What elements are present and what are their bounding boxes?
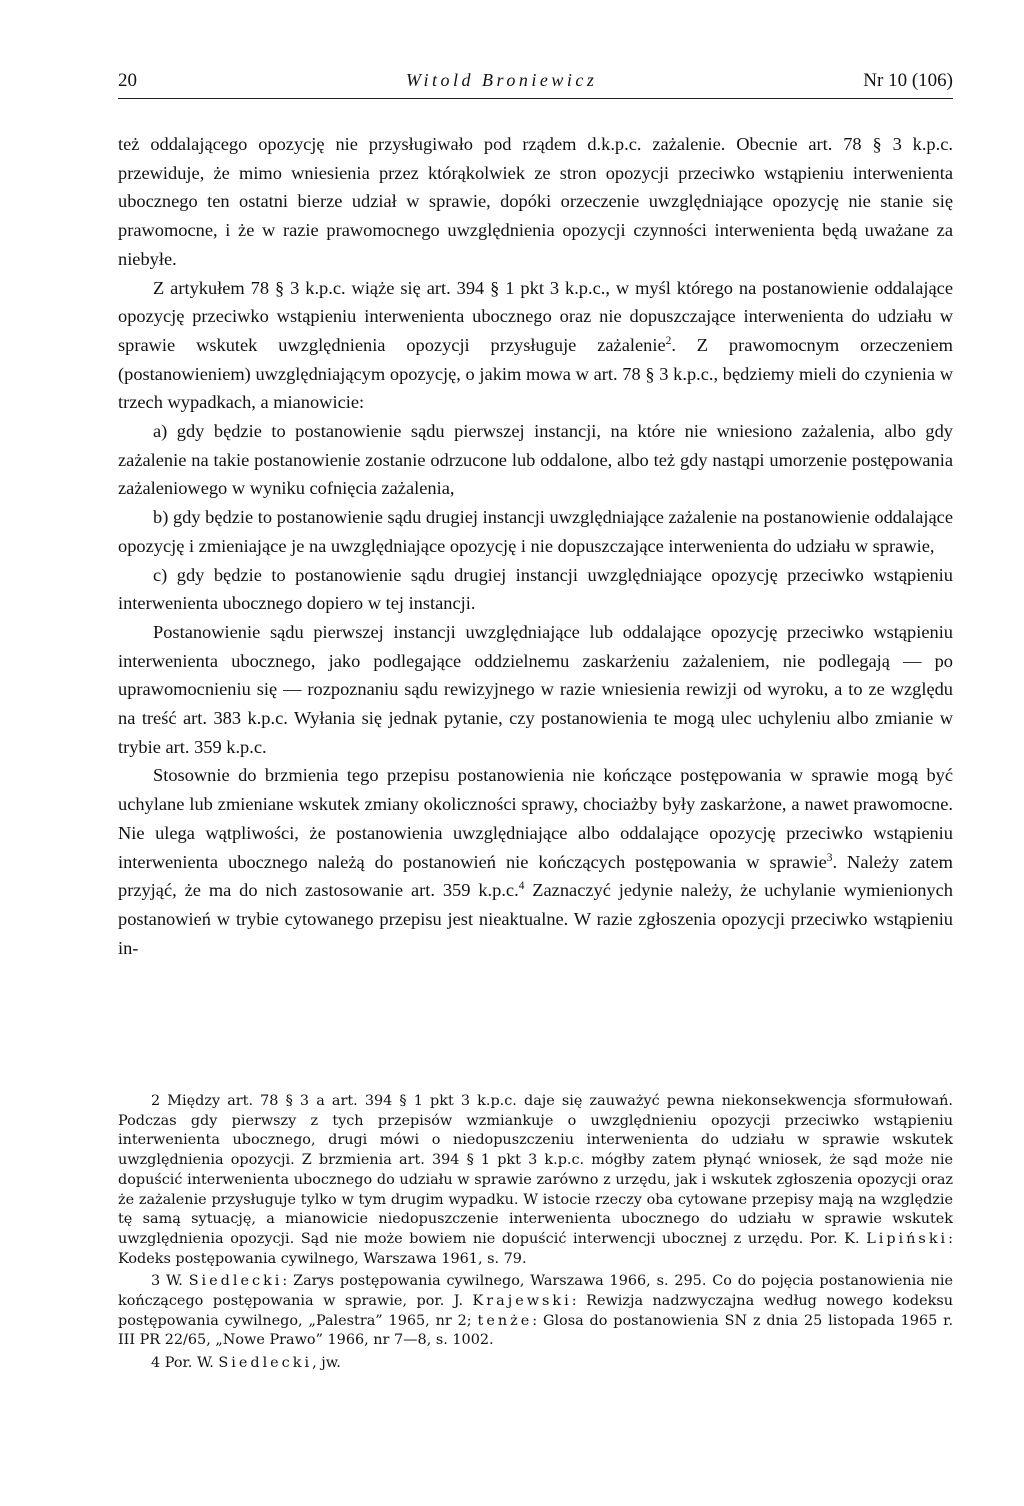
text-run: : Kodeks postępowania cywilnego, Warszawa 1961, s. 79. [118,1230,953,1267]
issue-number: Nr 10 (106) [863,70,953,91]
text-run: . Z prawomocnym orzeczeniem (postanowieniem) uwzględniającym opozycję, o jakim mowa w art. 78 § 3 k.p.c., będziemy mieli do czynienia w trzech wypadkach, a mianowicie: [118,334,953,413]
paragraph [118,274,953,418]
footnote-ref: 2 [665,334,672,347]
running-author: Witold Broniewicz [406,70,598,90]
footnote [118,1092,953,1269]
text-run: Między art. 78 § 3 a art. 394 § 1 pkt 3 k.p.c. daje się zauważyć pewna niekonsekwencja sformułowań. Podczas gdy pierwszy z tych przepisów wzmiankuje o uwzględnieniu opozycji przeciwko wstąpieniu interwenienta ubocznego, drugi mówi o niedopuszczeniu interwenienta do udziału w sprawie wskutek uwzględnienia opozycji. Z brzmienia art. 394 § 1 pkt 3 k.p.c. mógłby zatem płynąć wniosek, że sąd może nie dopuścić interwenienta ubocznego do udziału w sprawie zarówno z urzędu, jak i wskutek zgłoszenia opozycji oraz że zażalenie przysługuje tylko w tym drugim wypadku. W istocie rzeczy oba cytowane przepisy mają na względzie tę samą sytuację, a mianowicie niedopuszczenie interwenienta ubocznego do udziału w sprawie wskutek uwzględnienia opozycji. Sąd nie może bowiem nie dopuścić interwencji ubocznej z urzędu. Por. K. [118,1093,954,1247]
running-header [118,66,953,99]
author-name: tenże [477,1312,533,1329]
page-number: 20 [118,70,137,91]
footnote-ref: 3 [826,851,833,864]
text-run: Zaznaczyć jedynie należy, że uchylanie wymienionych postanowień w trybie cytowanego przepisu jest nieaktualne. W razie zgłoszenia opozycji przeciwko wstąpieniu in- [118,880,953,958]
paragraph [118,761,953,962]
footnote [118,1272,953,1351]
text-run: , jw. [312,1355,341,1372]
main-text [118,130,953,962]
text-run: : Rewizja nadzwyczajna według nowego kodeksu postępowania cywilnego, „Palestra” 1965, nr 2; [118,1293,954,1329]
footnote [118,1354,953,1374]
footnote-number: 3 [151,1273,161,1290]
author-name: Lipiński [866,1230,949,1247]
author-name: Krajewski [472,1293,572,1310]
author-name: Siedlecki [188,1273,283,1290]
footnotes [118,1092,953,1374]
list-item: c) gdy będzie to postanowienie sądu drugiej instancji uwzględniające opozycję przeciwko wstąpieniu interwenienta ubocznego dopiero w tej instancji. [118,564,953,614]
text-run: W. [166,1273,183,1290]
text-run: Stosownie do brzmienia tego przepisu postanowienia nie kończące postępowania w sprawie mogą być uchylane lub zmieniane wskutek zmiany okoliczności sprawy, chociażby były zaskarżone, a nawet prawomocne. Nie ulega wątpliwości, że postanowienia uwzględniające albo oddalające opozycję przeciwko wstąpieniu interwenienta ubocznego należą do postanowień nie kończących postępowania w sprawie [118,765,953,872]
text-run: : Glosa do postanowienia SN z dnia 25 listopada 1965 r. III PR 22/65, „Nowe Prawo” 1966, nr 7—8, s. 1002. [118,1312,954,1349]
paragraph: też oddalającego opozycję nie przysługiwało pod rządem d.k.p.c. zażalenie. Obecnie art. 78 § 3 k.p.c. przewiduje, że mimo wniesienia przez którąkolwiek ze stron opozycji przeciwko wstąpieniu interwenienta ubocznego ten ostatni bierze udział w sprawie, dopóki orzeczenie uwzględniające opozycję nie stanie się prawomocne, i że w razie prawomocnego uwzględnienia opozycji czynności interwenienta będą uważane za niebyłe. [118,134,953,269]
text-run: Z artykułem 78 § 3 k.p.c. wiąże się art. 394 § 1 pkt 3 k.p.c., w myśl którego na postanowienie oddalające opozycję przeciwko wstąpieniu interwenienta ubocznego oraz nie dopuszczające interwenienta do udziału w sprawie wskutek uwzględnienia opozycji przysługuje zażalenie [118,277,953,355]
list-item: b) gdy będzie to postanowienie sądu drugiej instancji uwzględniające zażalenie na postanowienie oddalające opozycję i zmieniające je na uwzględniające opozycję i nie dopuszczające interwenienta do udziału w sprawie, [118,507,953,556]
paragraph: Postanowienie sądu pierwszej instancji uwzględniające lub oddalające opozycję przeciwko wstąpieniu interwenienta ubocznego, jako podlegające oddzielnemu zaskarżeniu zażaleniem, nie podlegają — po uprawomocnieniu się — rozpoznaniu sądu rewizyjnego w razie wniesienia rewizji od wyroku, a to ze względu na treść art. 383 k.p.c. Wyłania się jednak pytanie, czy postanowienia te mogą ulec uchyleniu albo zmianie w trybie art. 359 k.p.c. [118,621,953,757]
footnote-number: 4 [151,1355,161,1372]
text-run: . Należy zatem przyjąć, że ma do nich zastosowanie art. 359 k.p.c. [118,851,953,901]
footnote-ref: 4 [518,880,525,893]
footnote-number: 2 [151,1093,161,1109]
author-name: Siedlecki [218,1355,313,1372]
text-run: : Zarys postępowania cywilnego, Warszawa 1966, s. 295. Co do pojęcia postanowienia nie kończącego postępowania w sprawie, por. J. [118,1273,954,1310]
text-run: Por. W. [164,1355,214,1372]
list-item: a) gdy będzie to postanowienie sądu pierwszej instancji, na które nie wniesiono zażalenia, albo gdy zażalenie na takie postanowienie zostanie odrzucone lub oddalone, albo też gdy nastąpi umorzenie postępowania zażaleniowego w wyniku cofnięcia zażalenia, [118,421,953,499]
